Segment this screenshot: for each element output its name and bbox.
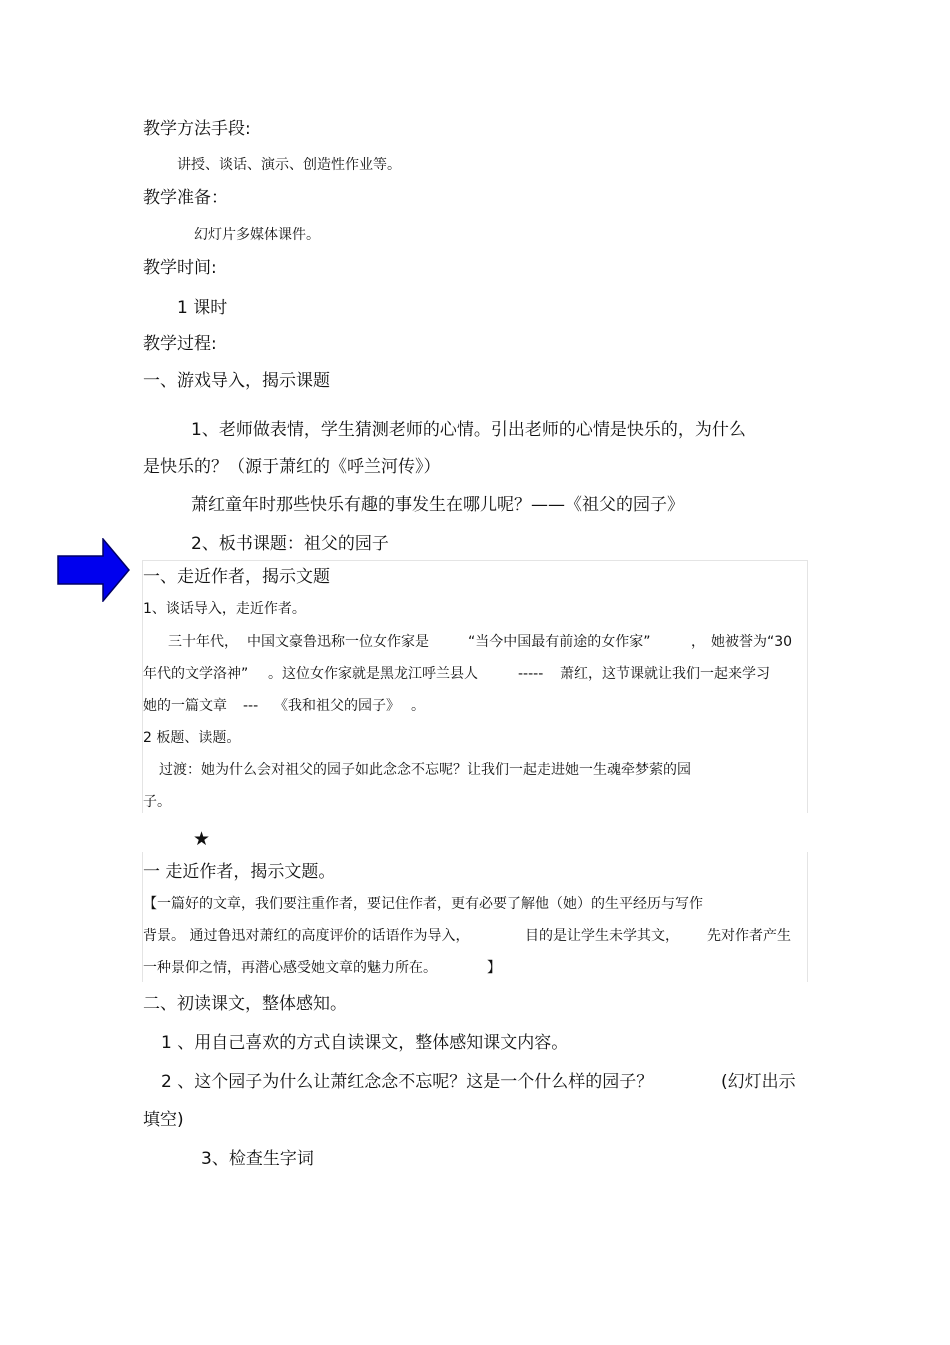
- box2-note-l3-a: 一种景仰之情，再潜心感受她文章的魅力所在。: [143, 960, 437, 976]
- box1-para-l1-a: 三十年代，: [168, 634, 238, 650]
- box1-transition-l1: 过渡：她为什么会对祖父的园子如此念念不忘呢？让我们一起走进她一生魂牵梦萦的园: [159, 762, 691, 778]
- time-body: 1 课时: [177, 298, 228, 318]
- section2-item2-b: (幻灯出示: [721, 1072, 796, 1092]
- box1-para-l1-d: ，: [691, 634, 705, 650]
- box2-note-l2-a: 背景。 通过鲁迅对萧红的高度评价的话语作为导入，: [143, 928, 470, 944]
- section2-item3: 3、检查生字词: [201, 1149, 314, 1169]
- box2-note-l2-b: 目的是让学生未学其文，: [525, 928, 679, 944]
- right-arrow-icon: [57, 538, 131, 602]
- methods-heading: 教学方法手段:: [143, 119, 251, 139]
- box1-transition-l2: 子。: [143, 794, 171, 810]
- box1-para-l2-d: 萧红，这节课就让我们一起来学习: [560, 666, 770, 682]
- box1-para-l3-a: 她的一篇文章: [143, 698, 227, 714]
- box1-para-l2-a: 年代的文学洛神”: [143, 666, 249, 682]
- box1-para-l3-b: ---: [243, 698, 259, 714]
- section2-item1: 1 、用自己喜欢的方式自读课文，整体感知课文内容。: [161, 1033, 569, 1053]
- box2-note-l2-c: 先对作者产生: [707, 928, 791, 944]
- section1-item2: 2、板书课题：祖父的园子: [191, 534, 389, 554]
- box1-para-l1-b: 中国文豪鲁迅称一位女作家是: [247, 634, 429, 650]
- box1-para-l3-d: 。: [411, 698, 425, 714]
- box1-para-l2-c: -----: [518, 666, 544, 682]
- box1-para-l1-e: 她被誉为“30: [711, 634, 793, 650]
- box1-para-l3-c: 《我和祖父的园子》: [274, 698, 400, 714]
- section2-item2-c: 填空): [143, 1110, 184, 1130]
- section1-item1-line2: 是快乐的？（源于萧红的《呼兰河传》）: [143, 457, 441, 477]
- section1-item1-line1: 1、老师做表情，学生猜测老师的心情。引出老师的心情是快乐的，为什么: [191, 420, 746, 440]
- time-heading: 教学时间:: [143, 258, 217, 278]
- box2-note-l3-b: 】: [487, 960, 501, 976]
- box1-para-l1-c: “当今中国最有前途的女作家”: [468, 634, 651, 650]
- methods-body: 讲授、谈话、演示、创造性作业等。: [177, 157, 401, 173]
- section2-title: 二、初读课文，整体感知。: [143, 994, 347, 1014]
- section1-question: 萧红童年时那些快乐有趣的事发生在哪儿呢？——《祖父的园子》: [191, 495, 684, 515]
- box2-title: 一 走近作者，揭示文题。: [143, 862, 336, 882]
- box1-title: 一、走近作者，揭示文题: [143, 567, 330, 587]
- box1-para-l2-b: 。这位女作家就是黑龙江呼兰县人: [268, 666, 478, 682]
- box1-sub2: 2 板题、读题。: [143, 730, 241, 746]
- star-icon: ★: [193, 828, 211, 850]
- section1-title: 一、游戏导入，揭示课题: [143, 371, 330, 391]
- preparation-heading: 教学准备：: [143, 188, 228, 208]
- arrow-shape: [58, 539, 129, 601]
- section2-item2-a: 2 、这个园子为什么让萧红念念不忘呢？这是一个什么样的园子？: [161, 1072, 654, 1092]
- preparation-body: 幻灯片多媒体课件。: [194, 227, 320, 243]
- process-heading: 教学过程:: [143, 334, 217, 354]
- box1-sub1: 1、谈话导入，走近作者。: [143, 601, 306, 617]
- box2-note-l1: 【一篇好的文章，我们要注重作者，要记住作者，更有必要了解他（她）的生平经历与写作: [143, 896, 703, 912]
